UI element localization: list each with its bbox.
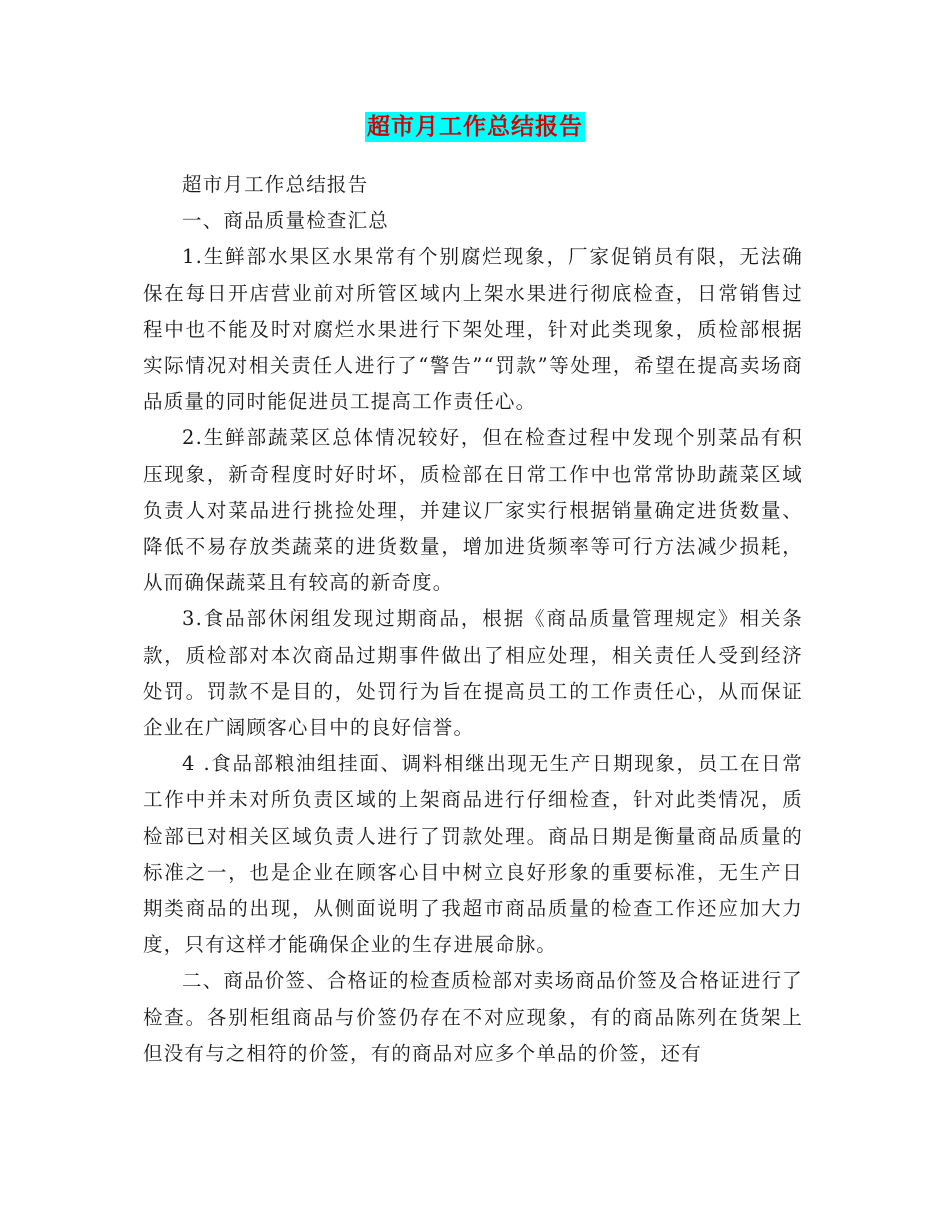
title-container	[0, 112, 950, 142]
paragraph-subtitle: 超市月工作总结报告	[182, 173, 369, 196]
paragraph-item-3: 3.食品部休闲组发现过期商品，根据《商品质量管理规定》相关条款，质检部对本次商品过期事件做出了相应处理，相关责任人受到经济处罚。罚款不是目的，处罚行为旨在提高员工的工作责任心，从而保证企业在广阔顾客心目中的良好信誉。	[143, 607, 803, 740]
document-body	[143, 167, 803, 1072]
document-title: 超市月工作总结报告	[367, 114, 583, 140]
paragraph-section-heading-1: 一、商品质量检查汇总	[182, 209, 390, 233]
paragraph-item-4: 4 .食品部粮油组挂面、调料相继出现无生产日期现象，员工在日常工作中并未对所负责区域的上架商品进行仔细检查，针对此类情况，质检部已对相关区域负责人进行了罚款处理。商品日期是衡量商品质量的标准之一，也是企业在顾客心目中树立良好形象的重要标准，无生产日期类商品的出现，从侧面说明了我超市商品质量的检查工作还应加大力度，只有这样才能确保企业的生存进展命脉。	[143, 752, 803, 957]
paragraph-item-1: 1.生鲜部水果区水果常有个别腐烂现象，厂家促销员有限，无法确保在每日开店营业前对所管区域内上架水果进行彻底检查，日常销售过程中也不能及时对腐烂水果进行下架处理，针对此类现象，质检部根据实际情况对相关责任人进行了“警告”“罚款”等处理，希望在提高卖场商品质量的同时能促进员工提高工作责任心。	[143, 245, 803, 414]
paragraph-section-2: 二、商品价签、合格证的检查质检部对卖场商品价签及合格证进行了检查。各别柜组商品与价签仍存在不对应现象，有的商品陈列在货架上但没有与之相符的价签，有的商品对应多个单品的价签，还有	[143, 969, 804, 1065]
paragraph-item-2: 2.生鲜部蔬菜区总体情况较好，但在检查过程中发现个别菜品有积压现象，新奇程度时好时坏，质检部在日常工作中也常常协助蔬菜区域负责人对菜品进行挑捡处理，并建议厂家实行根据销量确定进货数量、降低不易存放类蔬菜的进货数量，增加进货频率等可行方法减少损耗，从而确保蔬菜且有较高的新奇度。	[143, 426, 803, 595]
